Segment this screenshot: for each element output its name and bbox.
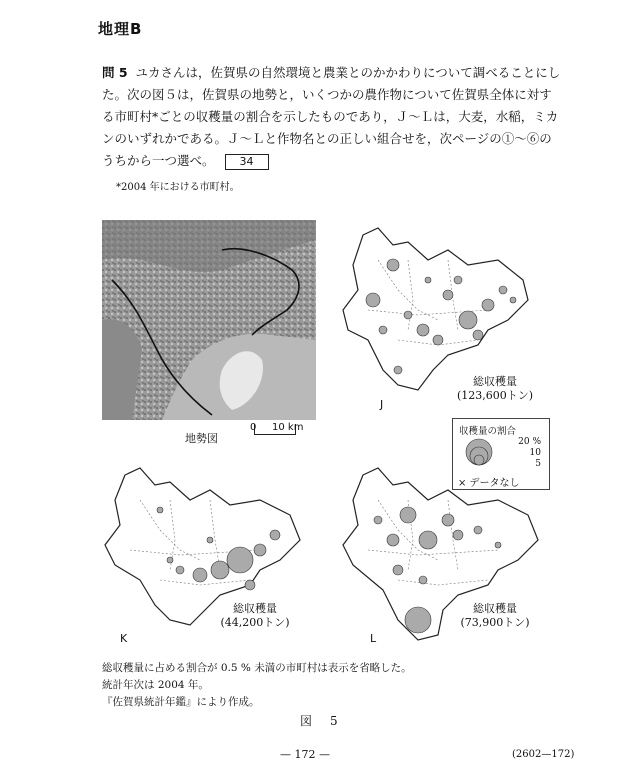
figure-notes	[102, 660, 412, 711]
section-title: 地理B	[98, 20, 143, 38]
note-line-1: 総収穫量に占める割合が 0.5 % 未満の市町村は表示を省略した。	[102, 662, 412, 674]
scale-zero: 0	[250, 422, 257, 433]
map-j-letter: J	[380, 398, 384, 411]
map-k-total	[210, 602, 300, 630]
answer-number-box: 34	[225, 154, 269, 170]
legend-title: 収穫量の割合	[459, 426, 517, 437]
legend-value-5: 5	[535, 459, 541, 469]
question-block	[102, 62, 562, 172]
map-k-total-label: 総収穫量	[233, 602, 277, 615]
map-k-total-value: (44,200トン)	[220, 616, 290, 629]
map-j-total-label: 総収穫量	[473, 375, 517, 388]
scale-distance: 10 km	[272, 422, 304, 433]
municipality-footnote: *2004 年における市町村。	[116, 182, 240, 193]
question-text: ユカさんは，佐賀県の自然環境と農業とのかかわりについて調べることにした。次の図５は，佐賀県の地勢と，いくつかの農作物について佐賀県全体に対する市町村*ごとの収穫量の割合を示したものであり，Ｊ～Ｌは，大麦，水稲，ミカンのいずれかである。Ｊ～Ｌと作物名との正しい組合せを，次ページの①～⑥のうちから一つ選べ。	[102, 65, 561, 168]
crop-map-j	[338, 220, 538, 400]
relief-map-label: 地勢図	[185, 432, 218, 445]
map-j-total-value: (123,600トン)	[456, 389, 534, 402]
map-l-total-value: (73,900トン)	[460, 616, 530, 629]
map-j-total	[450, 375, 540, 403]
map-l-total-label: 総収穫量	[473, 602, 517, 615]
map-l-total	[450, 602, 540, 630]
legend-value-10: 10	[529, 448, 541, 458]
page-number: — 172 —	[280, 748, 330, 761]
figure-label: 図 5	[300, 714, 341, 728]
note-line-3: 『佐賀県統計年鑑』により作成。	[102, 696, 260, 708]
question-number: 問 5	[102, 65, 128, 80]
legend-value-20: 20 %	[518, 437, 541, 447]
legend-no-data: × データなし	[458, 478, 520, 489]
map-k-letter: K	[120, 632, 128, 645]
exam-code: (2602—172)	[512, 749, 575, 760]
map-l-letter: L	[370, 632, 377, 645]
relief-map	[102, 220, 316, 420]
note-line-2: 統計年次は 2004 年。	[102, 679, 209, 691]
